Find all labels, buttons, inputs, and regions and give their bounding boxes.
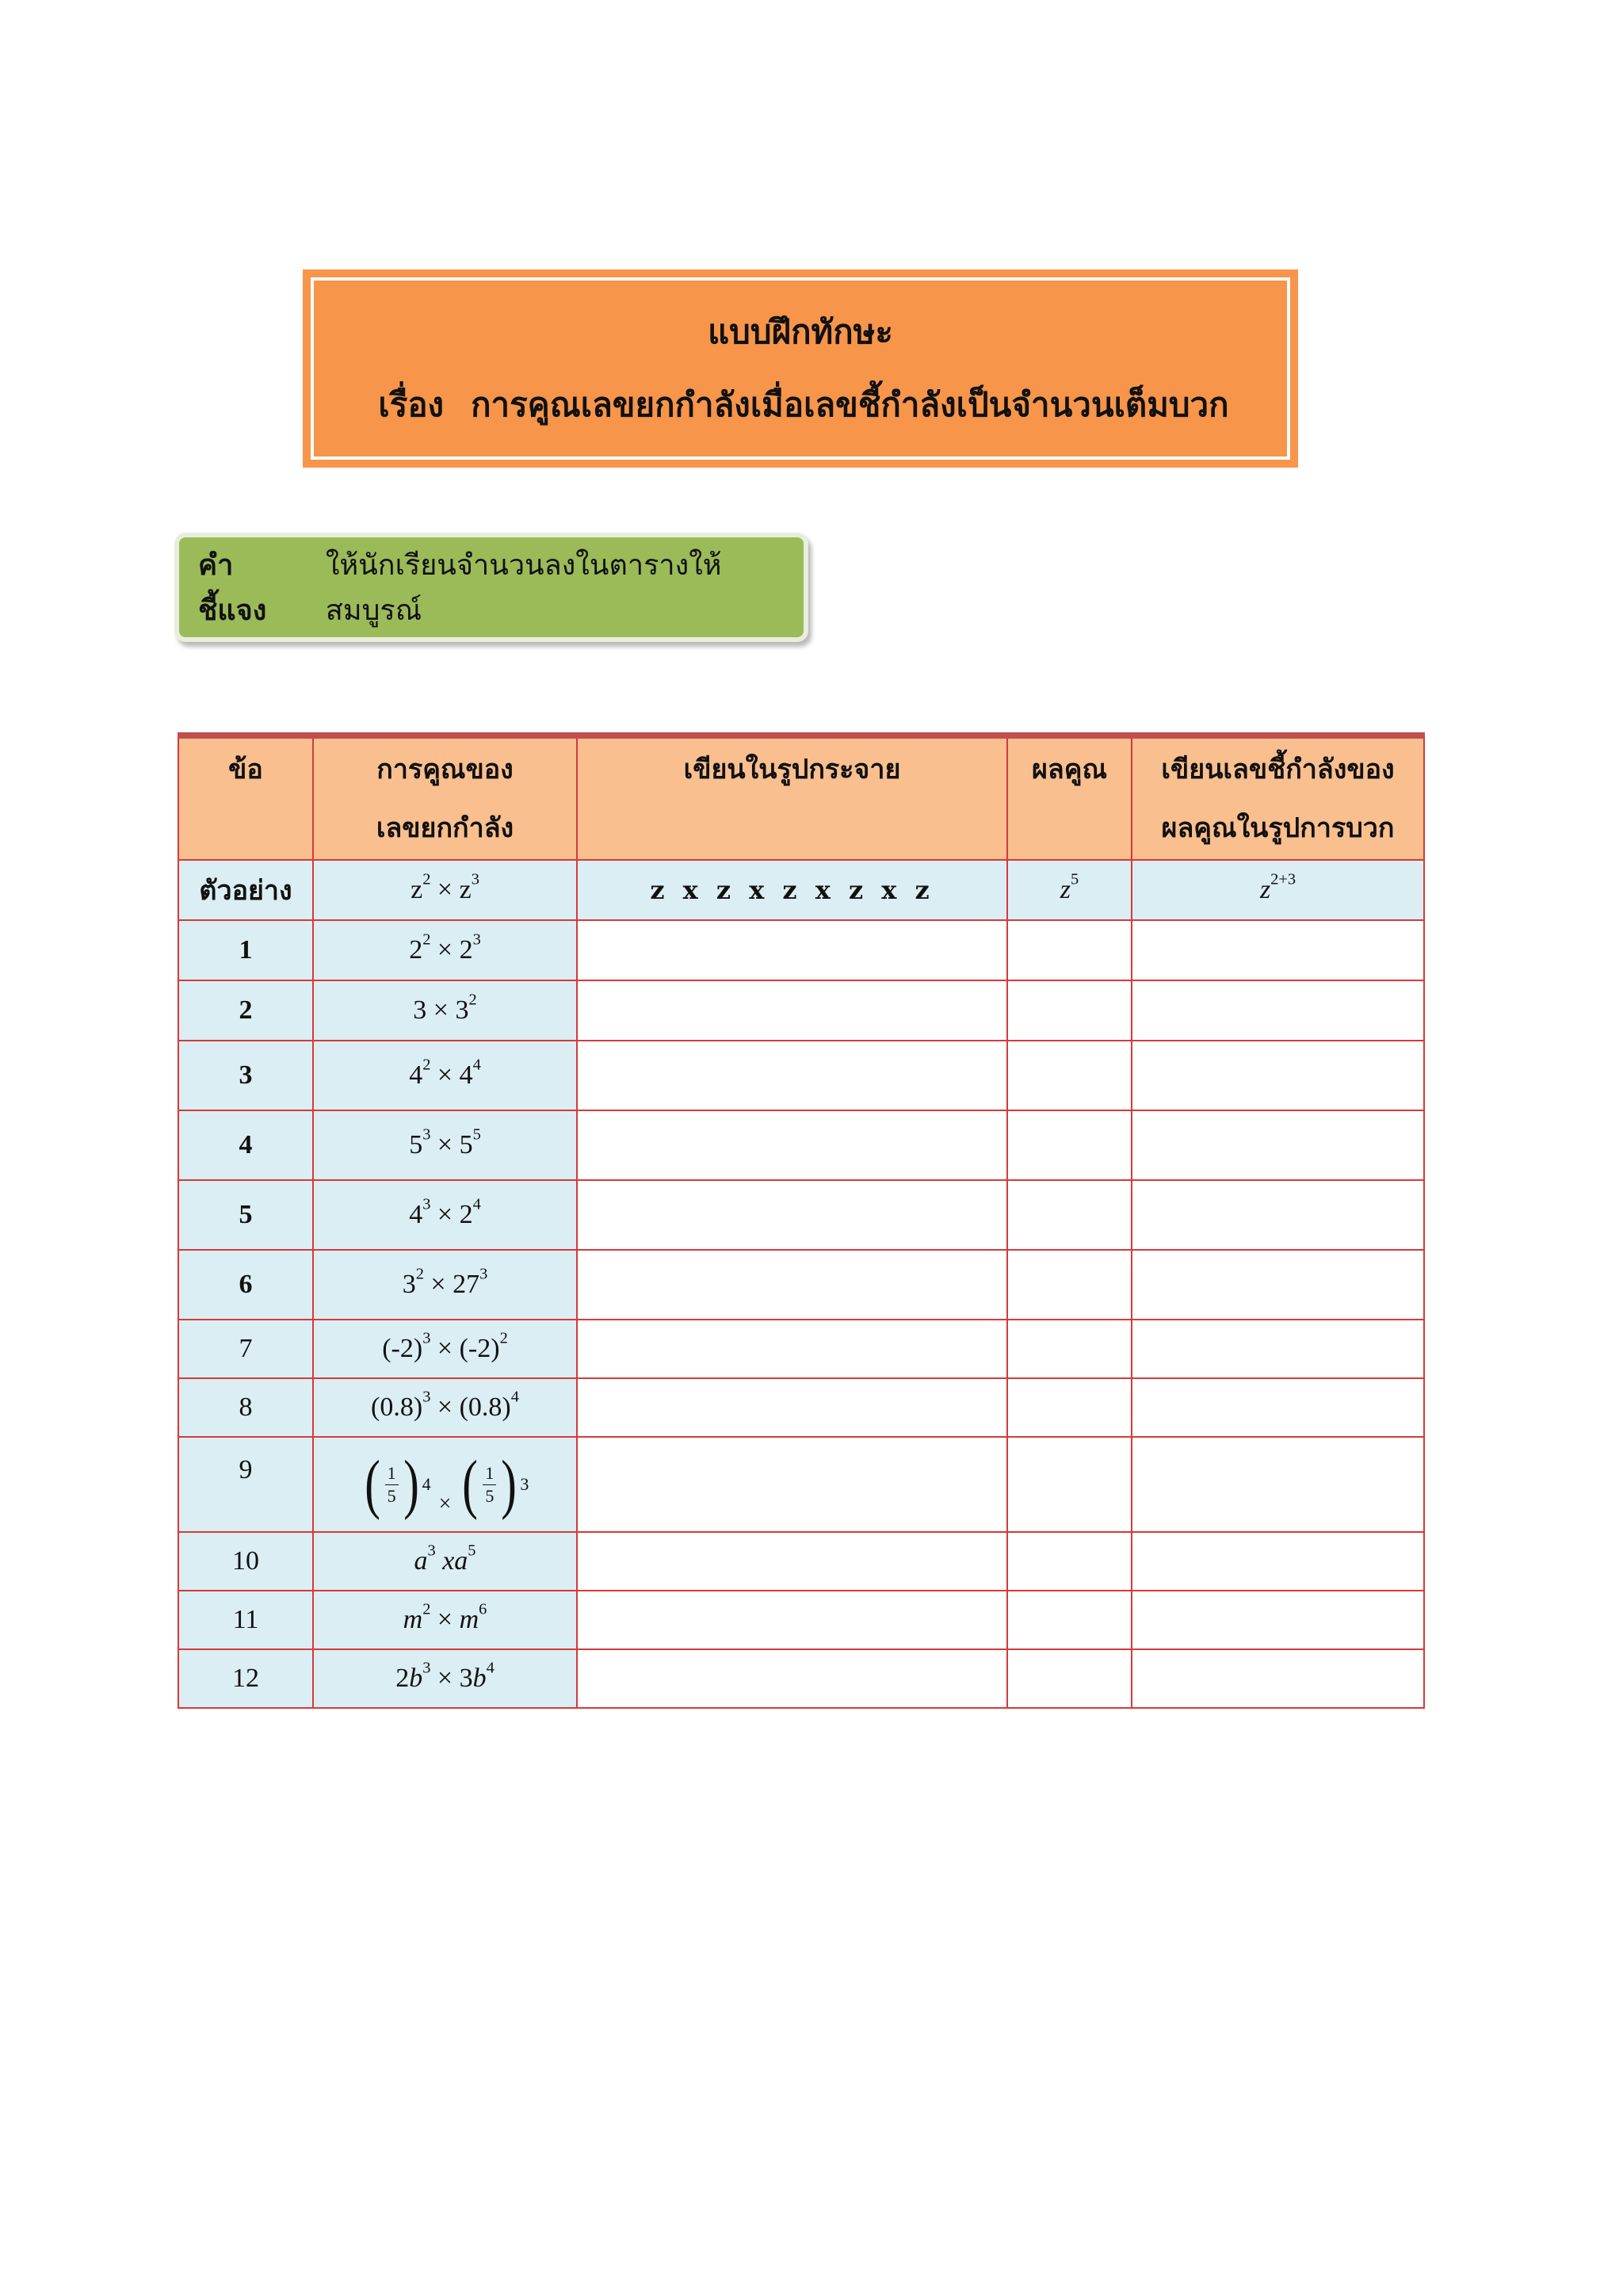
answer-expanded-cell[interactable] — [577, 1532, 1007, 1591]
example-exponent-sum: $z^{2+3}$ — [1132, 860, 1424, 920]
header-multiplication — [313, 735, 577, 860]
item-number: 2 — [178, 980, 313, 1041]
answer-expanded-cell[interactable] — [577, 980, 1007, 1041]
answer-product-cell[interactable] — [1007, 1320, 1132, 1378]
item-number: 6 — [178, 1250, 313, 1320]
item-expression: $3 \times 3^2$ — [313, 980, 577, 1041]
item-expression: $m^2 \times m^6$ — [313, 1591, 577, 1649]
item-number: 12 — [178, 1649, 313, 1708]
answer-product-cell[interactable] — [1007, 1591, 1132, 1649]
header-exponent-sum-line1: เขียนเลขชี้กำลังของ — [1161, 754, 1395, 785]
table-row — [178, 1437, 1424, 1532]
instruction-text: ให้นักเรียนจำนวนลงในตารางให้สมบูรณ์ — [325, 549, 722, 627]
item-number: 10 — [178, 1532, 313, 1591]
table-row — [178, 1041, 1424, 1110]
item-number: 5 — [178, 1180, 313, 1250]
table-row — [178, 980, 1424, 1041]
instruction-box — [174, 533, 808, 642]
exercise-rows — [178, 920, 1424, 1708]
table-row — [178, 1320, 1424, 1378]
item-expression: $5^3 \times 5^5$ — [313, 1110, 577, 1180]
title-line1: แบบฝึกทักษะ — [708, 312, 893, 351]
header-item-no: ข้อ — [178, 735, 313, 860]
answer-expanded-cell[interactable] — [577, 1378, 1007, 1437]
fraction-power-2: ( 1 5 ) 3 — [462, 1447, 529, 1521]
example-expression: $z^2 \times z^3$ — [313, 860, 577, 920]
item-expression: $a^3$ $xa^5$ — [313, 1532, 577, 1591]
example-product: $z^5$ — [1007, 860, 1132, 920]
header-multiplication-line1: การคูณของ — [376, 754, 514, 785]
item-expression: $4^3 \times 2^4$ — [313, 1180, 577, 1250]
fraction-power-1: ( 1 5 ) 4 — [364, 1447, 431, 1521]
item-number: 4 — [178, 1110, 313, 1180]
answer-exponent-sum-cell[interactable] — [1132, 980, 1424, 1041]
answer-product-cell[interactable] — [1007, 1378, 1132, 1437]
item-expression: $(0.8)^3 \times (0.8)^4$ — [313, 1378, 577, 1437]
item-number: 3 — [178, 1041, 313, 1110]
item-number: 9 — [178, 1437, 313, 1532]
answer-expanded-cell[interactable] — [577, 1041, 1007, 1110]
table-row — [178, 1591, 1424, 1649]
table-row — [178, 920, 1424, 980]
table-row — [178, 1250, 1424, 1320]
item-number: 1 — [178, 920, 313, 980]
item-expression: $2^2 \times 2^3$ — [313, 920, 577, 980]
header-exponent-sum — [1132, 735, 1424, 860]
answer-exponent-sum-cell[interactable] — [1132, 1110, 1424, 1180]
item-expression: $3^2 \times 27^3$ — [313, 1250, 577, 1320]
answer-product-cell[interactable] — [1007, 1649, 1132, 1708]
answer-exponent-sum-cell[interactable] — [1132, 1041, 1424, 1110]
title-banner — [303, 269, 1298, 468]
answer-exponent-sum-cell[interactable] — [1132, 1437, 1424, 1532]
table-row — [178, 1378, 1424, 1437]
title-frame — [311, 277, 1290, 460]
table-header-row — [178, 735, 1424, 860]
answer-expanded-cell[interactable] — [577, 1591, 1007, 1649]
answer-exponent-sum-cell[interactable] — [1132, 1250, 1424, 1320]
answer-exponent-sum-cell[interactable] — [1132, 1649, 1424, 1708]
answer-expanded-cell[interactable] — [577, 1320, 1007, 1378]
answer-expanded-cell[interactable] — [577, 1649, 1007, 1708]
answer-expanded-cell[interactable] — [577, 1110, 1007, 1180]
table-row — [178, 1180, 1424, 1250]
header-product: ผลคูณ — [1007, 735, 1132, 860]
item-expression: $(-2)^3 \times (-2)^2$ — [313, 1320, 577, 1378]
answer-product-cell[interactable] — [1007, 1041, 1132, 1110]
answer-product-cell[interactable] — [1007, 1250, 1132, 1320]
answer-exponent-sum-cell[interactable] — [1132, 920, 1424, 980]
exercise-table — [178, 732, 1425, 1709]
answer-product-cell[interactable] — [1007, 980, 1132, 1041]
answer-product-cell[interactable] — [1007, 920, 1132, 980]
item-number: 11 — [178, 1591, 313, 1649]
answer-product-cell[interactable] — [1007, 1437, 1132, 1532]
answer-exponent-sum-cell[interactable] — [1132, 1532, 1424, 1591]
answer-exponent-sum-cell[interactable] — [1132, 1320, 1424, 1378]
answer-product-cell[interactable] — [1007, 1110, 1132, 1180]
answer-product-cell[interactable] — [1007, 1532, 1132, 1591]
answer-expanded-cell[interactable] — [577, 1250, 1007, 1320]
header-expanded-form: เขียนในรูปกระจาย — [577, 735, 1007, 860]
example-row — [178, 860, 1424, 920]
answer-exponent-sum-cell[interactable] — [1132, 1591, 1424, 1649]
answer-product-cell[interactable] — [1007, 1180, 1132, 1250]
answer-expanded-cell[interactable] — [577, 1437, 1007, 1532]
title-line2 — [372, 369, 1228, 441]
answer-expanded-cell[interactable] — [577, 1180, 1007, 1250]
title-topic: การคูณเลขยกกำลังเมื่อเลขชี้กำลังเป็นจำนวนเต็มบวก — [471, 385, 1229, 424]
example-label: ตัวอย่าง — [178, 860, 313, 920]
table-row — [178, 1649, 1424, 1708]
answer-exponent-sum-cell[interactable] — [1132, 1180, 1424, 1250]
example-expanded: z x z x z x z x z — [577, 860, 1007, 920]
table-row — [178, 1110, 1424, 1180]
instruction-label: คำชี้แจง — [198, 548, 267, 627]
header-multiplication-line2: เลขยกกำลัง — [376, 812, 514, 844]
table-row — [178, 1532, 1424, 1591]
item-expression: $2b^3 \times 3b^4$ — [313, 1649, 577, 1708]
title-prefix: เรื่อง — [378, 385, 445, 424]
item-expression: ( 1 5 ) 4 × ( 1 5 ) 3 — [313, 1437, 577, 1532]
header-exponent-sum-line2: ผลคูณในรูปการบวก — [1161, 812, 1395, 844]
answer-exponent-sum-cell[interactable] — [1132, 1378, 1424, 1437]
item-expression: $4^2 \times 4^4$ — [313, 1041, 577, 1110]
answer-expanded-cell[interactable] — [577, 920, 1007, 980]
item-number: 8 — [178, 1378, 313, 1437]
item-number: 7 — [178, 1320, 313, 1378]
